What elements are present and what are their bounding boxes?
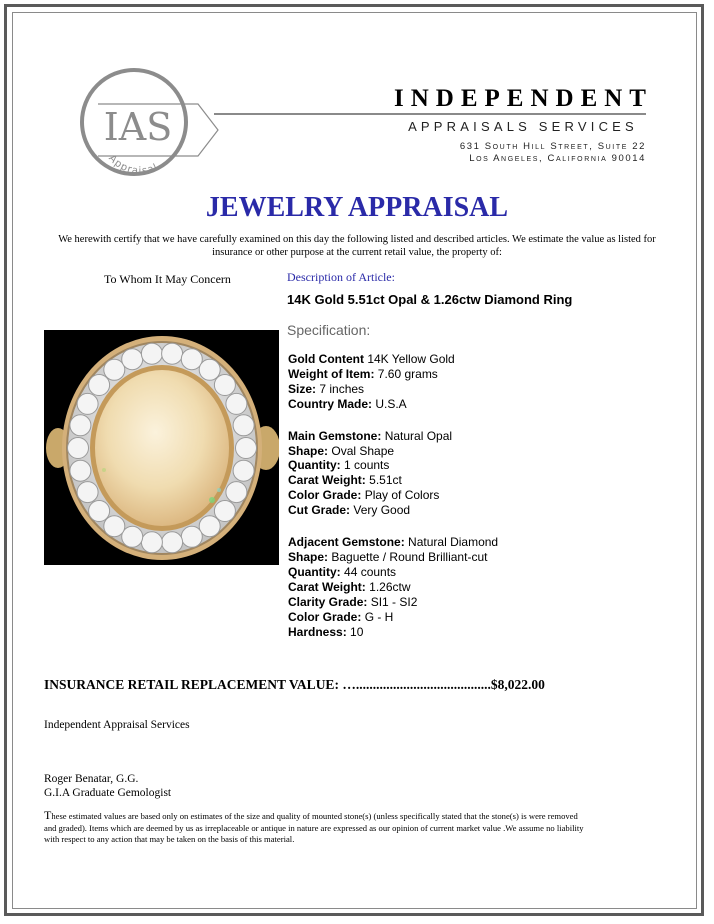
diamond-stone xyxy=(226,482,247,503)
ring-photo xyxy=(44,330,279,565)
insurance-value: $8,022.00 xyxy=(490,677,545,692)
diamond-stone xyxy=(89,375,110,396)
diamond-stone xyxy=(104,516,125,537)
spec-value: 14K Yellow Gold xyxy=(367,352,455,366)
diamond-stone xyxy=(162,532,183,553)
spec-label: Cut Grade: xyxy=(288,503,351,518)
specification-label: Specification: xyxy=(287,322,371,338)
spec-group-gap xyxy=(288,518,498,535)
diamond-stone xyxy=(214,375,235,396)
diamond-stone xyxy=(77,393,98,414)
spec-value: Natural Opal xyxy=(384,428,453,443)
spec-label: Main Gemstone: xyxy=(288,428,382,443)
specification-list xyxy=(288,352,498,639)
logo-mark-icon xyxy=(80,68,220,180)
spec-row xyxy=(288,444,498,459)
address-line-2: Los Angeles, California 90014 xyxy=(469,153,646,164)
diamond-stone xyxy=(77,482,98,503)
insurance-label: INSURANCE RETAIL REPLACEMENT VALUE: xyxy=(44,677,339,692)
logo-letters: IAS xyxy=(103,105,173,149)
spec-row xyxy=(288,458,498,473)
spec-label: Color Grade: xyxy=(288,488,362,503)
spec-row xyxy=(288,535,498,550)
insurance-dots: …........................................ xyxy=(342,677,491,692)
spec-row xyxy=(288,488,498,503)
spec-label: Color Grade: xyxy=(288,609,362,624)
diamond-stone xyxy=(199,359,220,380)
diamond-stone xyxy=(162,343,183,364)
spec-value: Oval Shape xyxy=(331,443,395,458)
diamond-stone xyxy=(104,359,125,380)
spec-label: Carat Weight: xyxy=(288,579,366,594)
disclaimer-initial: T xyxy=(44,808,52,822)
diamond-stone xyxy=(199,516,220,537)
spec-label: Country Made: xyxy=(288,396,372,411)
diamond-stone xyxy=(214,501,235,522)
diamond-stone xyxy=(70,415,91,436)
spec-value: 7 inches xyxy=(319,381,365,396)
spec-value: Very Good xyxy=(353,503,411,518)
spec-row xyxy=(288,382,498,397)
appraiser-title: G.I.A Graduate Gemologist xyxy=(44,787,172,799)
spec-row xyxy=(288,503,498,518)
document-title: JEWELRY APPRAISAL xyxy=(205,192,509,223)
diamond-stone xyxy=(236,438,257,459)
item-title: 14K Gold 5.51ct Opal & 1.26ctw Diamond Ring xyxy=(287,292,573,307)
address-line-1: 631 South Hill Street, Suite 22 xyxy=(459,141,646,152)
spec-value: Play of Colors xyxy=(364,488,440,503)
spec-label: Shape: xyxy=(288,549,329,564)
company-subtitle: APPRAISALS SERVICES xyxy=(408,119,638,134)
opal-ring-image xyxy=(44,330,279,565)
diamond-stone xyxy=(68,438,89,459)
diamond-stone xyxy=(141,343,162,364)
disclaimer-text: hese estimated values are based only on estimates of the size and quality of mounted stone(s) (unless specifically stated that the stone(s) is were removed and graded). Items which are deemed by us as irreplaceable or antique in nature are expressed as our opinion of current market value .We assume no liability with respect to any action that may be taken on the basis of this material. xyxy=(44,811,584,844)
spec-value: SI1 - SI2 xyxy=(370,594,418,609)
spec-label: Clarity Grade: xyxy=(288,594,368,609)
spec-row xyxy=(288,550,498,565)
diamond-stone xyxy=(141,532,162,553)
description-label: Description of Article: xyxy=(287,270,395,284)
company-name: INDEPENDENT xyxy=(394,85,653,112)
spec-group-gap xyxy=(288,412,498,429)
diamond-stone xyxy=(233,460,254,481)
spec-value: Natural Diamond xyxy=(408,535,499,550)
diamond-stone xyxy=(181,349,202,370)
spec-label: Carat Weight: xyxy=(288,473,366,488)
diamond-stone xyxy=(70,460,91,481)
disclaimer xyxy=(44,810,584,846)
spec-label: Adjacent Gemstone: xyxy=(288,535,405,550)
spec-row xyxy=(288,473,498,488)
diamond-stone xyxy=(181,526,202,547)
spec-label: Quantity: xyxy=(288,458,341,473)
spec-label: Gold Content xyxy=(288,352,364,366)
diamond-stone xyxy=(226,393,247,414)
spec-value: 1.26ctw xyxy=(369,579,411,594)
spec-row xyxy=(288,397,498,412)
spec-value: G - H xyxy=(364,609,394,624)
appraiser-name: Roger Benatar, G.G. xyxy=(44,773,139,785)
diamond-stone xyxy=(233,415,254,436)
spec-value: U.S.A xyxy=(375,396,407,411)
insurance-value-line xyxy=(44,677,545,693)
certification-text: We herewith certify that we have carefully examined on this day the following listed and described articles. We estimate the value as listed for insurance or other purpose at the current retail value, the property of: xyxy=(58,234,656,258)
spec-value: 1 counts xyxy=(344,458,390,473)
spec-value: 44 counts xyxy=(344,564,397,579)
spec-value: 7.60 grams xyxy=(377,366,438,381)
spec-row xyxy=(288,565,498,580)
spec-value: 10 xyxy=(350,624,364,639)
spec-row xyxy=(288,625,498,640)
spec-label: Weight of Item: xyxy=(288,366,375,381)
spec-label: Hardness: xyxy=(288,624,347,639)
spec-value: 5.51ct xyxy=(369,473,402,488)
spec-row xyxy=(288,580,498,595)
spec-label: Quantity: xyxy=(288,564,341,579)
spec-label: Size: xyxy=(288,381,317,396)
spec-label: Shape: xyxy=(288,443,329,458)
spec-row xyxy=(288,352,498,367)
recipient: To Whom It May Concern xyxy=(104,272,231,286)
spec-row xyxy=(288,610,498,625)
spec-value: Baguette / Round Brilliant-cut xyxy=(331,549,488,564)
appraiser-block xyxy=(44,772,171,800)
spec-row xyxy=(288,429,498,444)
spec-row xyxy=(288,595,498,610)
spec-row xyxy=(288,367,498,382)
diamond-stone xyxy=(122,526,143,547)
header-divider xyxy=(214,113,646,115)
company-signature: Independent Appraisal Services xyxy=(44,719,190,731)
logo-caption: Appraisal xyxy=(106,152,161,177)
diamond-stone xyxy=(122,349,143,370)
diamond-stone xyxy=(89,501,110,522)
